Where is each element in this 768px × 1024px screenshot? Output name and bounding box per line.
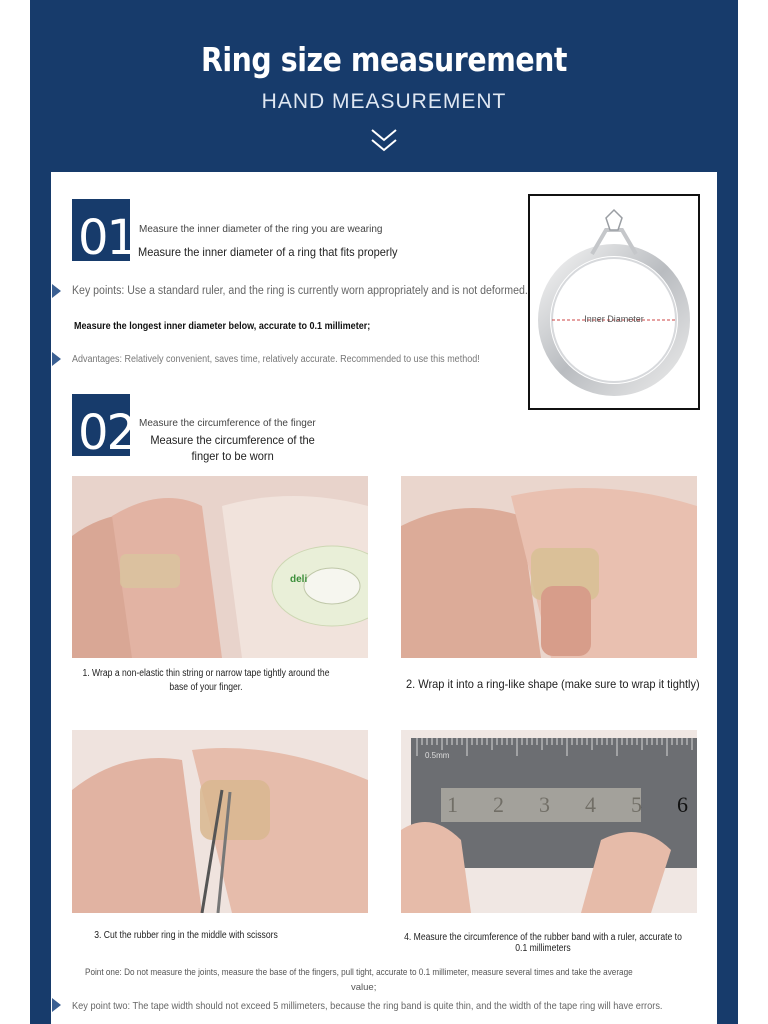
bullet-marker [52,998,61,1012]
footer-point-one-cont: value; [351,982,377,993]
ruler-number: 1 [447,792,458,817]
ruler-number: 6 [677,792,688,817]
ruler-unit: 0.5mm [425,751,450,760]
photo-ruler-measure [401,730,697,913]
ruler-number: 4 [585,792,596,817]
step-number-badge [72,394,136,461]
inner-diameter-label: Inner Diameter [584,314,644,324]
step-caption: 3. Cut the rubber ring in the middle with scissors [94,930,278,941]
ruler-number: 3 [539,792,550,817]
step-caption: 1. Wrap a non-elastic thin string or narrow tape tightly around the base of your finger. [82,668,330,693]
step-caption: 4. Measure the circumference of the rubber band with a ruler, accurate to 0.1 millimeters [404,932,682,954]
section-caption: Measure the circumference of the finger [139,418,316,429]
step-number: 02 [78,405,136,461]
measurement-note: Measure the longest inner diameter below, accurate to 0.1 millimeter; [74,320,371,332]
ring-illustration [530,196,698,408]
step-number: 01 [78,210,136,266]
step-number-badge [72,199,136,266]
section-title: Measure the circumference of the finger to be worn [150,433,315,463]
section-caption: Measure the inner diameter of the ring you are wearing [139,224,383,235]
advantages-text: Advantages: Relatively convenient, saves time, relatively accurate. Recommended to use this method! [72,354,480,365]
bullet-marker [52,352,61,366]
tape-brand: deli [290,574,308,585]
ruler-number: 5 [631,792,642,817]
footer-point-two: Key point two: The tape width should not exceed 5 millimeters, because the ring band is quite thin, and the width of the tape ring will have errors. [72,1000,663,1012]
ruler-number: 2 [493,792,504,817]
photo-wrap-tape [72,476,368,658]
page-subtitle: HAND MEASUREMENT [261,90,507,113]
step-caption: 2. Wrap it into a ring-like shape (make sure to wrap it tightly) [406,677,700,691]
ring-diagram [528,194,700,410]
footer-point-one: Point one: Do not measure the joints, measure the base of the fingers, pull tight, accurate to 0.1 millimeter, measure several times and take the average [85,967,633,978]
bullet-marker [52,284,61,298]
key-points-text: Key points: Use a standard ruler, and the ring is currently worn appropriately and is not deformed. [72,285,528,297]
chevron-down-icon [369,126,399,156]
photo-ring-shape [401,476,697,658]
page-title: Ring size measurement [200,40,568,79]
section-title: Measure the inner diameter of a ring that fits properly [138,245,398,259]
photo-cut-scissors [72,730,368,913]
